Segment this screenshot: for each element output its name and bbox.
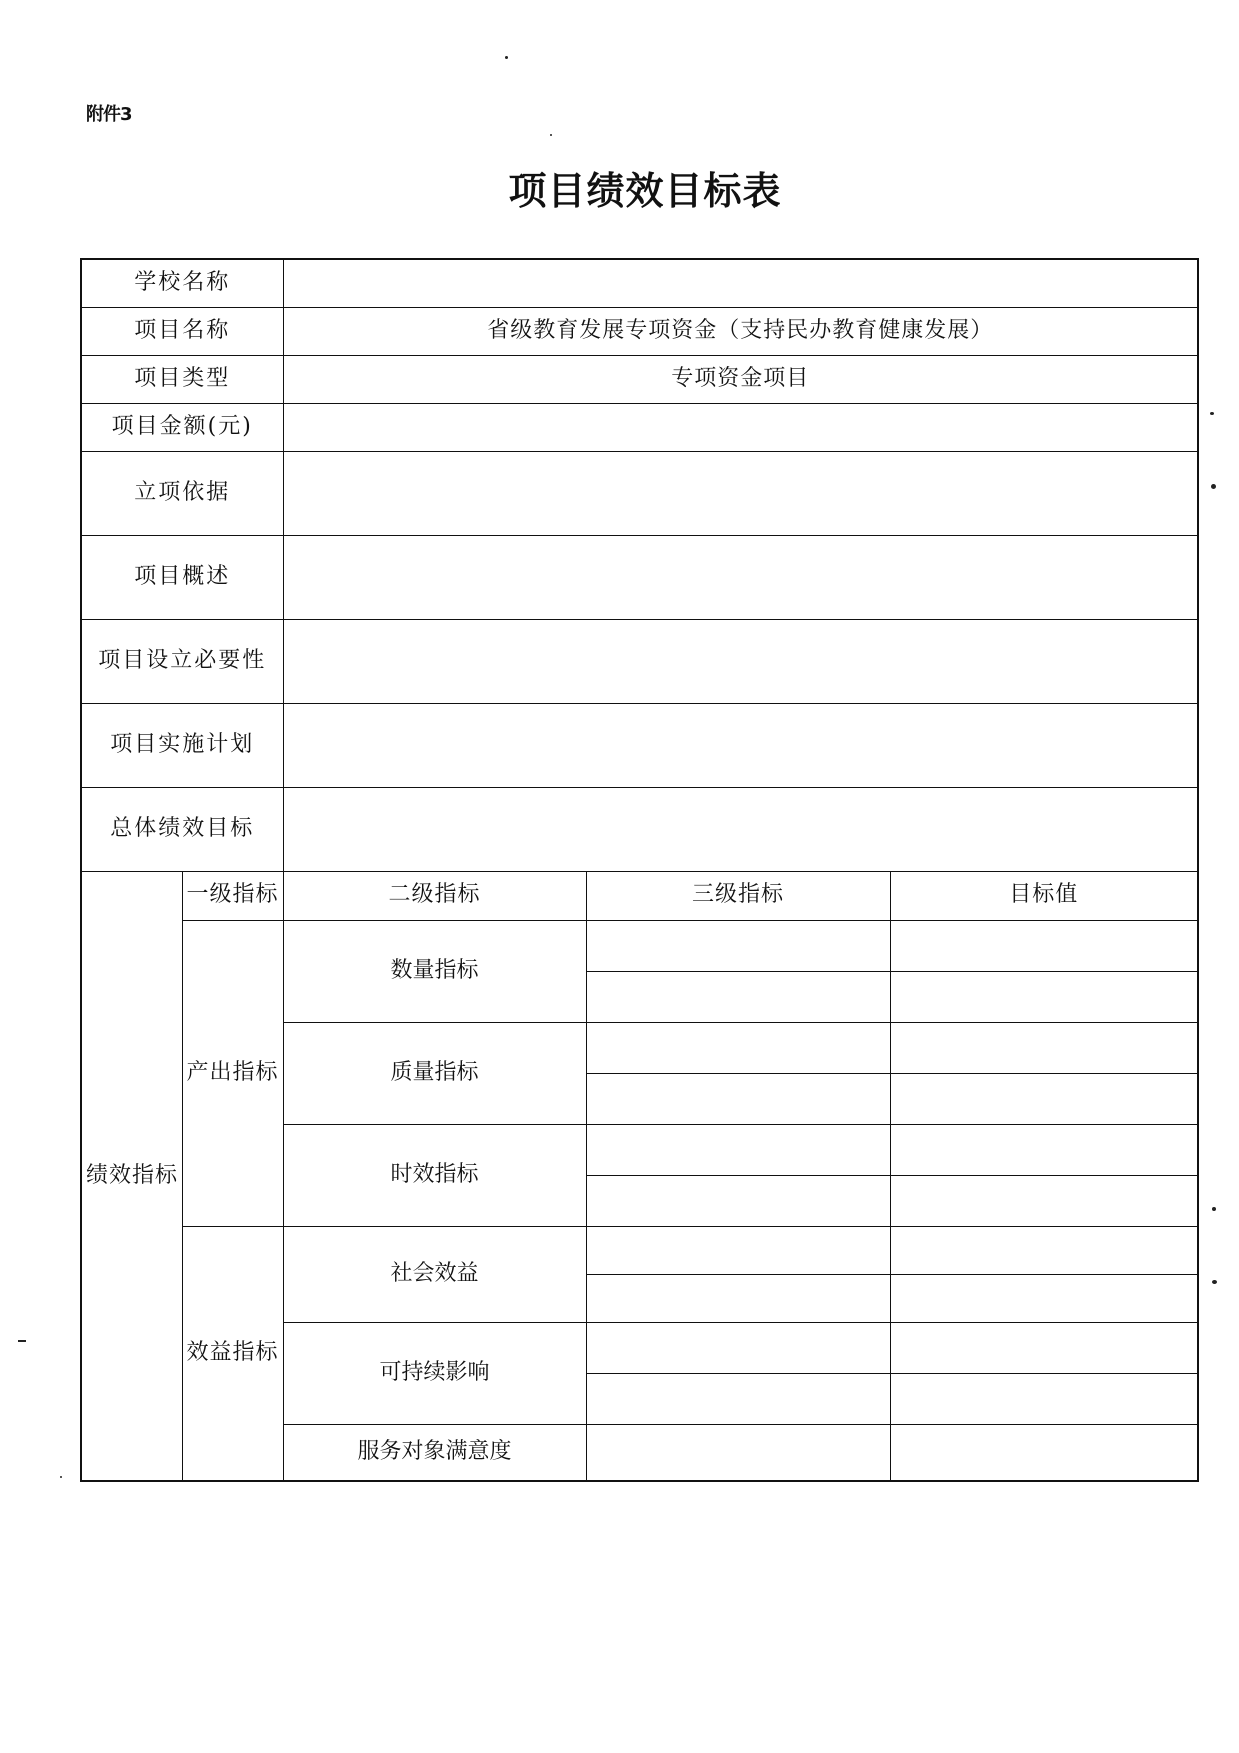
scan-speck [1212, 1280, 1217, 1284]
project-name-label: 项目名称 [81, 307, 283, 355]
row-overall-goal [81, 787, 1198, 871]
row-project-overview [81, 535, 1198, 619]
level3-header: 三级指标 [586, 871, 890, 920]
quality-indicator-label: 质量指标 [283, 1022, 586, 1124]
scan-speck [60, 1476, 62, 1478]
level3-cell[interactable] [586, 1124, 890, 1175]
scan-speck [1212, 1207, 1216, 1211]
scan-speck [550, 134, 552, 136]
row-school-name [81, 259, 1198, 307]
target-cell[interactable] [890, 1424, 1198, 1481]
level2-header: 二级指标 [283, 871, 586, 920]
table-row [81, 920, 1198, 971]
sustainable-impact-label: 可持续影响 [283, 1322, 586, 1424]
social-benefit-label: 社会效益 [283, 1226, 586, 1322]
row-project-type [81, 355, 1198, 403]
level3-cell[interactable] [586, 1322, 890, 1373]
project-necessity-value[interactable] [283, 619, 1198, 703]
timeliness-indicator-label: 时效指标 [283, 1124, 586, 1226]
overall-goal-label: 总体绩效目标 [81, 787, 283, 871]
level3-cell[interactable] [586, 1373, 890, 1424]
attachment-label: 附件3 [86, 104, 132, 125]
target-cell[interactable] [890, 1322, 1198, 1373]
project-amount-value[interactable] [283, 403, 1198, 451]
output-indicators-label: 产出指标 [182, 920, 283, 1226]
performance-target-table [80, 258, 1199, 1482]
quantity-indicator-label: 数量指标 [283, 920, 586, 1022]
target-cell[interactable] [890, 1226, 1198, 1274]
performance-indicators-label: 绩效指标 [81, 871, 182, 1481]
target-cell[interactable] [890, 1073, 1198, 1124]
table-row [81, 1226, 1198, 1274]
project-type-value[interactable]: 专项资金项目 [283, 355, 1198, 403]
scan-speck [1211, 484, 1216, 489]
school-name-value[interactable] [283, 259, 1198, 307]
implementation-plan-value[interactable] [283, 703, 1198, 787]
project-name-value[interactable]: 省级教育发展专项资金（支持民办教育健康发展） [283, 307, 1198, 355]
level3-cell[interactable] [586, 1073, 890, 1124]
level3-cell[interactable] [586, 1175, 890, 1226]
level3-cell[interactable] [586, 1022, 890, 1073]
level3-cell[interactable] [586, 920, 890, 971]
level1-header: 一级指标 [182, 871, 283, 920]
school-name-label: 学校名称 [81, 259, 283, 307]
row-project-name [81, 307, 1198, 355]
project-amount-label: 项目金额(元) [81, 403, 283, 451]
level3-cell[interactable] [586, 971, 890, 1022]
target-cell[interactable] [890, 1022, 1198, 1073]
target-cell[interactable] [890, 920, 1198, 971]
level3-cell[interactable] [586, 1274, 890, 1322]
row-implementation-plan [81, 703, 1198, 787]
target-cell[interactable] [890, 1124, 1198, 1175]
target-cell[interactable] [890, 1175, 1198, 1226]
level3-cell[interactable] [586, 1424, 890, 1481]
row-project-amount [81, 403, 1198, 451]
page-title: 项目绩效目标表 [508, 169, 782, 213]
target-cell[interactable] [890, 1373, 1198, 1424]
scan-speck [18, 1340, 26, 1342]
project-overview-value[interactable] [283, 535, 1198, 619]
target-cell[interactable] [890, 1274, 1198, 1322]
row-project-necessity [81, 619, 1198, 703]
scan-speck [505, 56, 508, 59]
row-project-basis [81, 451, 1198, 535]
project-basis-label: 立项依据 [81, 451, 283, 535]
benefit-indicators-label: 效益指标 [182, 1226, 283, 1481]
project-basis-value[interactable] [283, 451, 1198, 535]
project-overview-label: 项目概述 [81, 535, 283, 619]
implementation-plan-label: 项目实施计划 [81, 703, 283, 787]
project-type-label: 项目类型 [81, 355, 283, 403]
overall-goal-value[interactable] [283, 787, 1198, 871]
level3-cell[interactable] [586, 1226, 890, 1274]
target-cell[interactable] [890, 971, 1198, 1022]
target-header: 目标值 [890, 871, 1198, 920]
satisfaction-label: 服务对象满意度 [283, 1424, 586, 1481]
indicator-header-row [81, 871, 1198, 920]
project-necessity-label: 项目设立必要性 [81, 619, 283, 703]
scan-speck [1210, 412, 1214, 415]
